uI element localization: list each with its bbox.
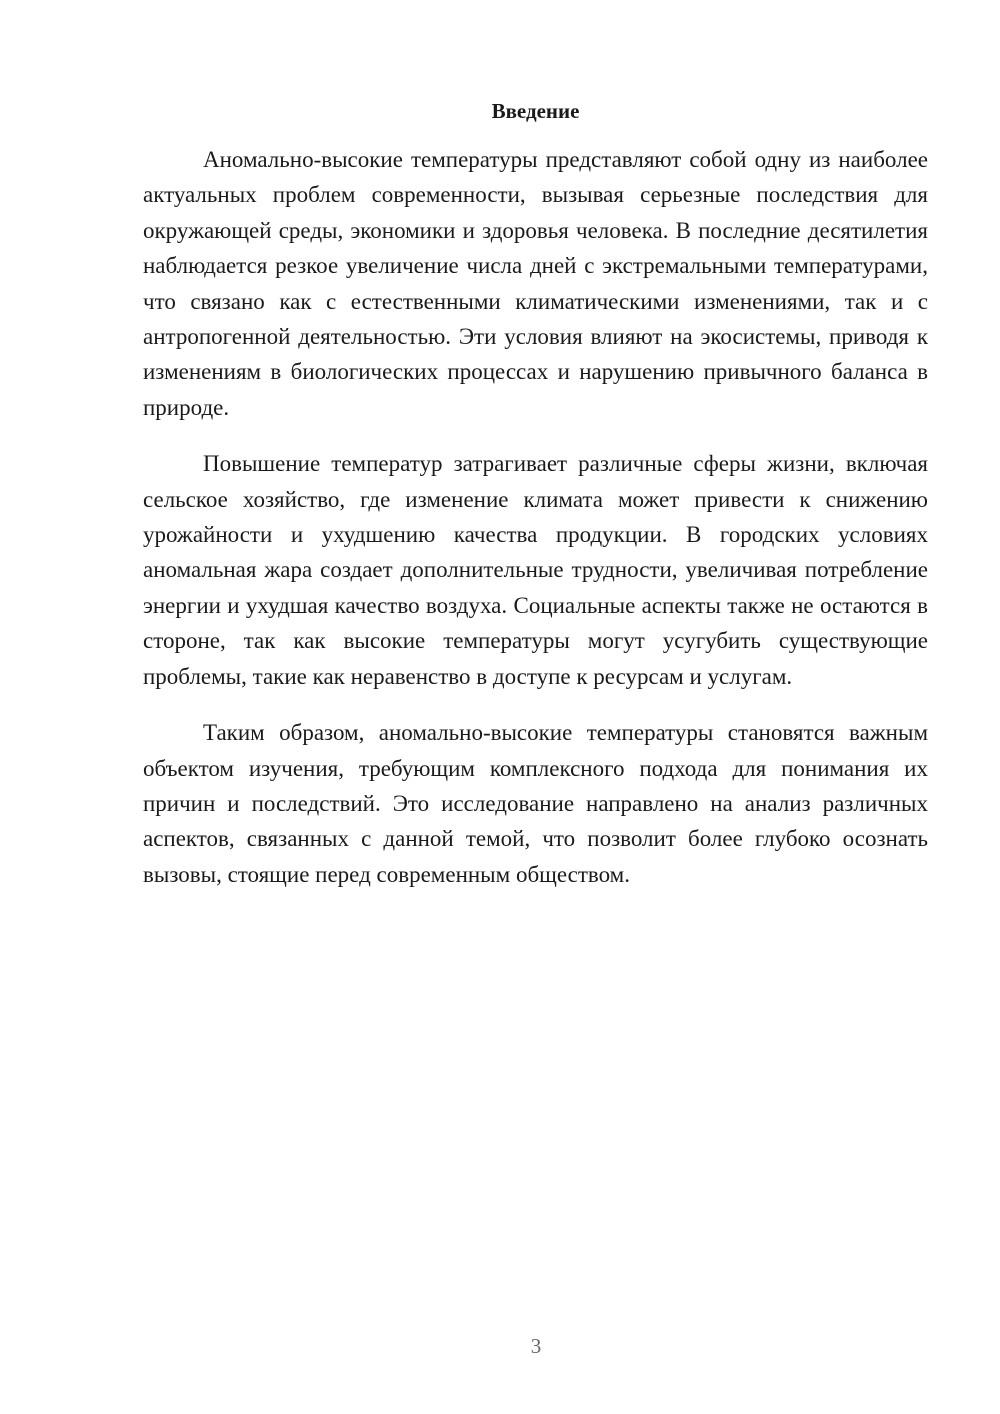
paragraph-2: Повышение температур затрагивает различные сферы жизни, включая сельское хозяйство, где изменение климата может привести к снижению урожайности и ухудшению качества продукции. В городских условиях аномальная жара создает дополнительные трудности, увеличивая потребление энергии и ухудшая качество воздуха. Социальные аспекты также не остаются в стороне, так как высокие температуры могут усугубить существующие проблемы, такие как неравенство в доступе к ресурсам и услугам. [143, 451, 928, 689]
page-number: 3 [530, 1334, 542, 1358]
section-heading: Введение [491, 99, 580, 123]
paragraph-3: Таким образом, аномально-высокие температуры становятся важным объектом изучения, требующим комплексного подхода для понимания их причин и последствий. Это исследование направлено на анализ различных аспектов, связанных с данной темой, что позволит более глубоко осознать вызовы, стоящие перед современным обществом. [143, 720, 928, 887]
paragraph-1: Аномально-высокие температуры представляют собой одну из наиболее актуальных проблем современности, вызывая серьезные последствия для окружающей среды, экономики и здоровья человека. В последние десятилетия наблюдается резкое увеличение числа дней с экстремальными температурами, что связано как с естественными климатическими изменениями, так и с антропогенной деятельностью. Эти условия влияют на экосистемы, приводя к изменениям в биологических процессах и нарушению привычного баланса в природе. [143, 147, 928, 420]
body-text [143, 142, 928, 892]
